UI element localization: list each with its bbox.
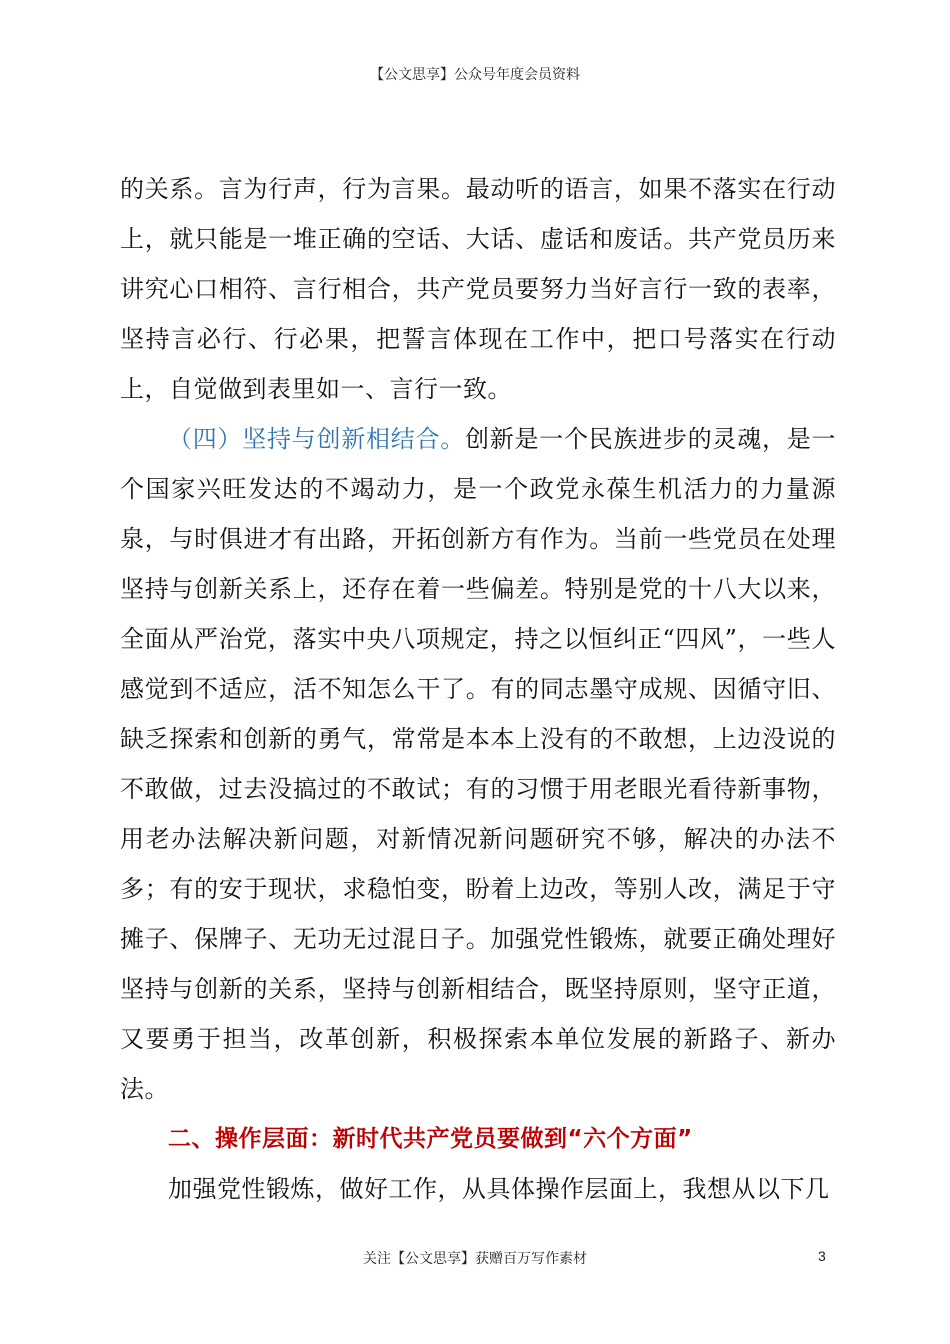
- paragraph-2-text: 创新是一个民族进步的灵魂，是一个国家兴旺发达的不竭动力，是一个政党永葆生机活力的力量源泉，与时俱进才有出路，开拓创新方有作为。当前一些党员在处理坚持与创新关系上，还存在着一些偏差。特别是党的十八大以来，全面从严治党，落实中央八项规定，持之以恒纠正“四风”，一些人感觉到不适应，活不知怎么干了。有的同志墨守成规、因循守旧、缺乏探索和创新的勇气，常常是本本上没有的不敢想，上边没说的不敢做，过去没搞过的不敢试；有的习惯于用老眼光看待新事物，用老办法解决新问题，对新情况新问题研究不够，解决的办法不多；有的安于现状，求稳怕变，盼着上边改，等别人改，满足于守摊子、保牌子、无功无过混日子。加强党性锻炼，就要正确处理好坚持与创新的关系，坚持与创新相结合，既坚持原则，坚守正道，又要勇于担当，改革创新，积极探索本单位发展的新路子、新办法。: [120, 425, 836, 1103]
- section-heading-2: 二、操作层面：新时代共产党员要做到“六个方面”: [168, 1126, 693, 1152]
- page-number: 3: [818, 1248, 826, 1264]
- page-header: 【公文思享】公众号年度会员资料: [370, 67, 580, 83]
- paragraph-3: 加强党性锻炼，做好工作，从具体操作层面上，我想从以下几: [168, 1175, 830, 1203]
- page-footer: 关注【公文思享】获赠百万写作素材: [363, 1251, 587, 1267]
- document-body: [120, 164, 836, 1214]
- paragraph-2: [120, 414, 836, 1114]
- subhead-four: （四）坚持与创新相结合。: [168, 425, 465, 453]
- paragraph-1: 的关系。言为行声，行为言果。最动听的语言，如果不落实在行动上，就只能是一堆正确的空话、大话、虚话和废话。共产党员历来讲究心口相符、言行相合，共产党员要努力当好言行一致的表率，坚持言必行、行必果，把誓言体现在工作中，把口号落实在行动上，自觉做到表里如一、言行一致。: [120, 175, 836, 403]
